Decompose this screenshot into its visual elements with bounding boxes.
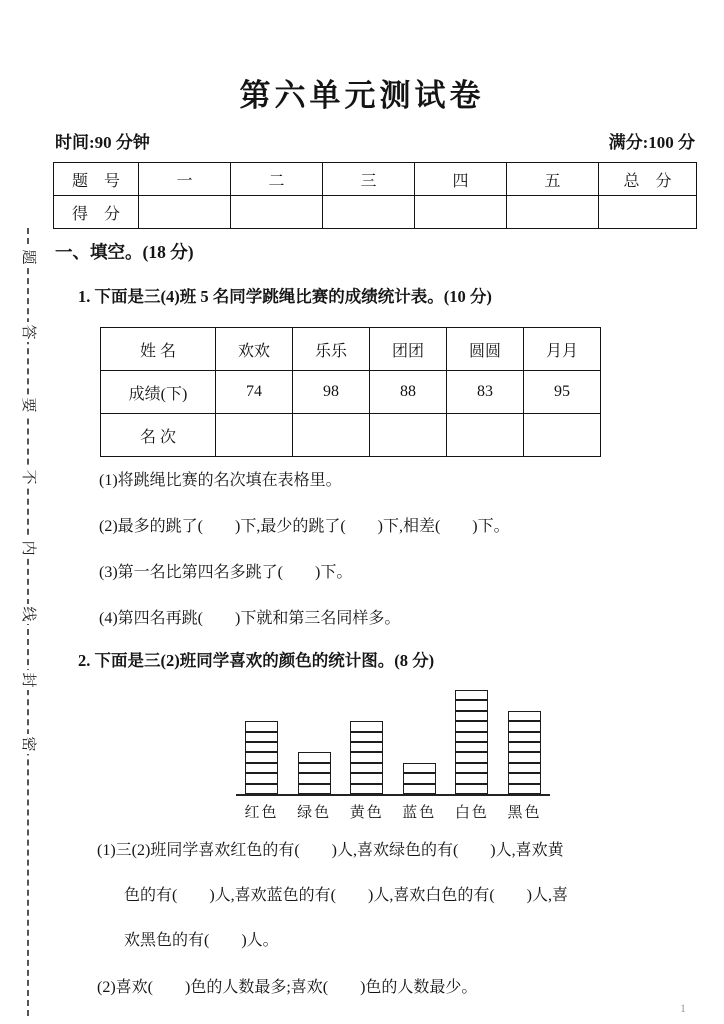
chart-category-label: 黄色 [349,805,384,821]
chart-bar-unit-cell [350,784,383,794]
chart-label-slot [350,801,383,822]
q1-table-cell: 83 [447,371,524,414]
chart-bar-unit-cell [508,763,541,773]
q1-table-cell [447,414,524,457]
chart-bar-unit-cell [403,773,436,783]
chart-bar-unit-cell [455,773,488,783]
score-table-cell [415,196,507,229]
chart-bar-unit-cell [455,721,488,731]
q1-table-cell: 名 次 [101,414,216,457]
chart-category-label: 红色 [244,805,279,821]
q2-stem: 2. 下面是三(2)班同学喜欢的颜色的统计图。(8 分) [78,651,435,670]
chart-label-slot [298,801,331,822]
chart-bar-unit-cell [455,763,488,773]
chart-bar-unit-cell [455,752,488,762]
chart-bar-unit-cell [455,784,488,794]
chart-category-label: 黑色 [507,805,542,821]
chart-bar-unit-cell [245,721,278,731]
seal-char: 线 [18,604,38,624]
seal-char: 密 [18,734,38,754]
score-table-cell [139,196,231,229]
q1-table-cell: 圆圆 [447,328,524,371]
q1-table-cell: 乐乐 [293,328,370,371]
chart-bar [245,721,278,794]
chart-bar-unit-cell [403,763,436,773]
chart-bar [403,763,436,794]
chart-bar-unit-cell [508,784,541,794]
score-table-cell [507,196,599,229]
chart-bar-unit-cell [455,690,488,700]
chart-bar-unit-cell [350,742,383,752]
q1-table-cell: 欢欢 [216,328,293,371]
chart-category-labels [236,801,550,822]
chart-bar-unit-cell [508,742,541,752]
chart-bar [455,690,488,794]
full-score-label: 满分:100 分 [608,133,695,152]
score-table [53,162,697,229]
seal-char: 内 [18,538,38,558]
q2-item-1 [97,842,568,977]
chart-bar-unit-cell [245,763,278,773]
seal-char: 题 [18,247,38,267]
chart-bar-unit-cell [508,732,541,742]
chart-bar-unit-cell [298,784,331,794]
chart-label-slot [245,801,278,822]
q1-table-cell [293,414,370,457]
score-table-cell: 得 分 [54,196,139,229]
chart-category-label: 蓝色 [402,805,437,821]
chart-bar-unit-cell [350,752,383,762]
q2-item1-line: 色的有( )人,喜欢蓝色的有( )人,喜欢白色的有( )人,喜 [124,887,568,904]
score-table-cell: 题 号 [54,163,139,196]
chart-bar-unit-cell [298,763,331,773]
chart-bar-unit-cell [350,721,383,731]
score-table-cell: 五 [507,163,599,196]
chart-bars [236,690,550,796]
q1-item: (4)第四名再跳( )下就和第三名同样多。 [99,610,401,627]
score-table-cell: 总 分 [599,163,697,196]
chart-bar-unit-cell [245,752,278,762]
chart-bar-unit-cell [455,742,488,752]
paper-title: 第六单元测试卷 [239,78,485,113]
chart-bar-unit-cell [298,752,331,762]
q1-item: (2)最多的跳了( )下,最少的跳了( )下,相差( )下。 [99,518,510,535]
score-table-cell: 四 [415,163,507,196]
chart-category-label: 绿色 [297,805,332,821]
q1-statistics-table [100,327,601,457]
q1-table-cell [524,414,601,457]
chart-bar-unit-cell [245,784,278,794]
seal-char: 封 [18,670,38,690]
q1-table-cell: 月月 [524,328,601,371]
chart-bar [350,721,383,794]
chart-category-label: 白色 [454,805,489,821]
score-table-cell: 二 [231,163,323,196]
chart-bar-unit-cell [508,773,541,783]
q1-table-cell: 团团 [370,328,447,371]
section-heading: 一、填空。(18 分) [55,242,194,262]
q2-item1-line: (1)三(2)班同学喜欢红色的有( )人,喜欢绿色的有( )人,喜欢黄 [97,842,564,859]
chart-bar-unit-cell [508,752,541,762]
chart-bar-unit-cell [245,742,278,752]
q1-items [99,472,510,656]
chart-bar-unit-cell [508,711,541,721]
paper-meta [55,128,695,153]
seal-char: 要 [18,395,38,415]
q2-item1-line: 欢黑色的有( )人。 [124,932,279,949]
chart-bar-unit-cell [455,711,488,721]
q1-table-cell: 成绩(下) [101,371,216,414]
seal-char: 答 [18,322,38,342]
chart-bar-unit-cell [350,763,383,773]
q1-table-row [101,414,601,457]
score-table-cell [323,196,415,229]
favorite-color-bar-chart [236,690,550,822]
score-table-cell [231,196,323,229]
chart-bar-unit-cell [455,700,488,710]
q1-table-cell: 88 [370,371,447,414]
chart-label-slot [455,801,488,822]
q1-item: (1)将跳绳比赛的名次填在表格里。 [99,472,342,489]
q1-table-row [101,328,601,371]
chart-bar-unit-cell [350,773,383,783]
chart-bar-unit-cell [455,732,488,742]
chart-bar-unit-cell [403,784,436,794]
q2-item-2: (2)喜欢( )色的人数最多;喜欢( )色的人数最少。 [97,979,478,996]
q1-item: (3)第一名比第四名多跳了( )下。 [99,564,353,581]
chart-bar-unit-cell [350,732,383,742]
q1-stem: 1. 下面是三(4)班 5 名同学跳绳比赛的成绩统计表。(10 分) [78,287,492,306]
q1-table-cell [216,414,293,457]
chart-label-slot [508,801,541,822]
q1-table-cell: 98 [293,371,370,414]
chart-bar [508,711,541,794]
seal-char: 不 [18,467,38,487]
q1-table-cell: 74 [216,371,293,414]
q1-table-cell: 姓 名 [101,328,216,371]
score-table-cell [599,196,697,229]
chart-bar-unit-cell [508,721,541,731]
score-table-row [54,163,697,196]
score-table-row [54,196,697,229]
score-table-cell: 一 [139,163,231,196]
time-limit-label: 时间:90 分钟 [55,133,150,152]
q1-table-cell: 95 [524,371,601,414]
chart-label-slot [403,801,436,822]
score-table-cell: 三 [323,163,415,196]
chart-bar-unit-cell [245,773,278,783]
chart-bar-unit-cell [298,773,331,783]
q1-table-cell [370,414,447,457]
q1-table-row [101,371,601,414]
chart-bar [298,752,331,794]
chart-bar-unit-cell [245,732,278,742]
page-number: 1 [680,1001,686,1015]
